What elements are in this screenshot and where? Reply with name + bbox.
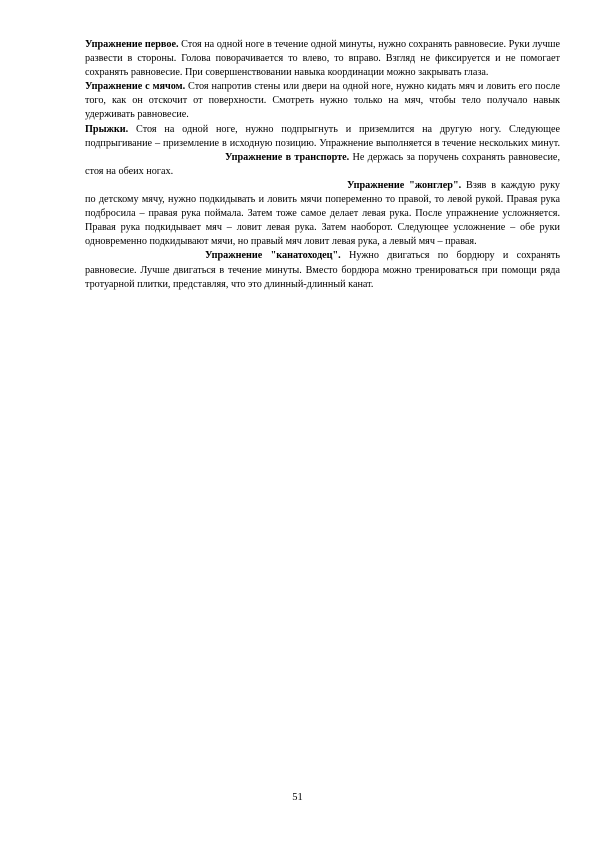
exercise-title: Упражнение с мячом. [85, 81, 186, 93]
paragraph-exercise-first [85, 38, 560, 80]
exercise-title: Упражнение в транспорте. [225, 151, 350, 163]
exercise-title: Прыжки. [85, 123, 129, 135]
paragraph-exercise-juggler [85, 179, 560, 249]
exercise-text: Не держась за поручень сохранять равновесие, стоя на обеих ногах. [85, 151, 560, 177]
exercise-title: Упражнение "канатоходец". [205, 250, 341, 262]
exercise-text: Нужно двигаться по бордюру и сохранять равновесие. Лучше двигаться в течение минуты. Вместо бордюра можно тренироваться при помощи ряда тротуарной плитки, представляя, что это длинный-длинный канат. [85, 250, 560, 290]
exercise-text: Стоя напротив стены или двери на одной ноге, нужно кидать мяч и ловить его после того, как он отскочит от поверхности. Смотреть нужно только на мяч, чтобы тело получало навык удерживать равновесие. [85, 81, 560, 121]
exercise-title: Упражнение первое. [85, 39, 179, 50]
paragraph-exercise-jumps [85, 123, 560, 179]
exercise-text: Стоя на одной ноге в течение одной минуты, нужно сохранять равновесие. Руки лучше развести в стороны. Голова поворачивается то влево, то вправо. Взгляд не фиксируется и не помогает сохранять равновесие. При совершенствовании навыка координации можно закрывать глаза. [85, 39, 560, 79]
exercise-text: Взяв в каждую руку по детскому мячу, нужно подкидывать и ловить мячи попеременно то правой, то левой рукой. Правая рука подбросила – правая рука поймала. Затем тоже самое делает левая рука. После упражнение усложняется. Правая рука подкидывает мяч – ловит левая рука. Затем наоборот. Следующее усложнение – обе руки одновременно подкидывают мячи, но правый мяч ловит левая рука, а левый мяч – правая. [85, 179, 560, 248]
paragraph-exercise-tightrope [85, 249, 560, 291]
exercise-text: Стоя на одной ноге, нужно подпрыгнуть и приземлится на другую ногу. Следующее подпрыгивание – приземление в исходную позицию. Упражнение выполняется в течение нескольких минут. [85, 123, 560, 149]
exercise-title: Упражнение "жонглер". [347, 179, 462, 191]
document-body [85, 38, 560, 292]
page-number: 51 [292, 792, 303, 803]
paragraph-exercise-ball [85, 80, 560, 122]
